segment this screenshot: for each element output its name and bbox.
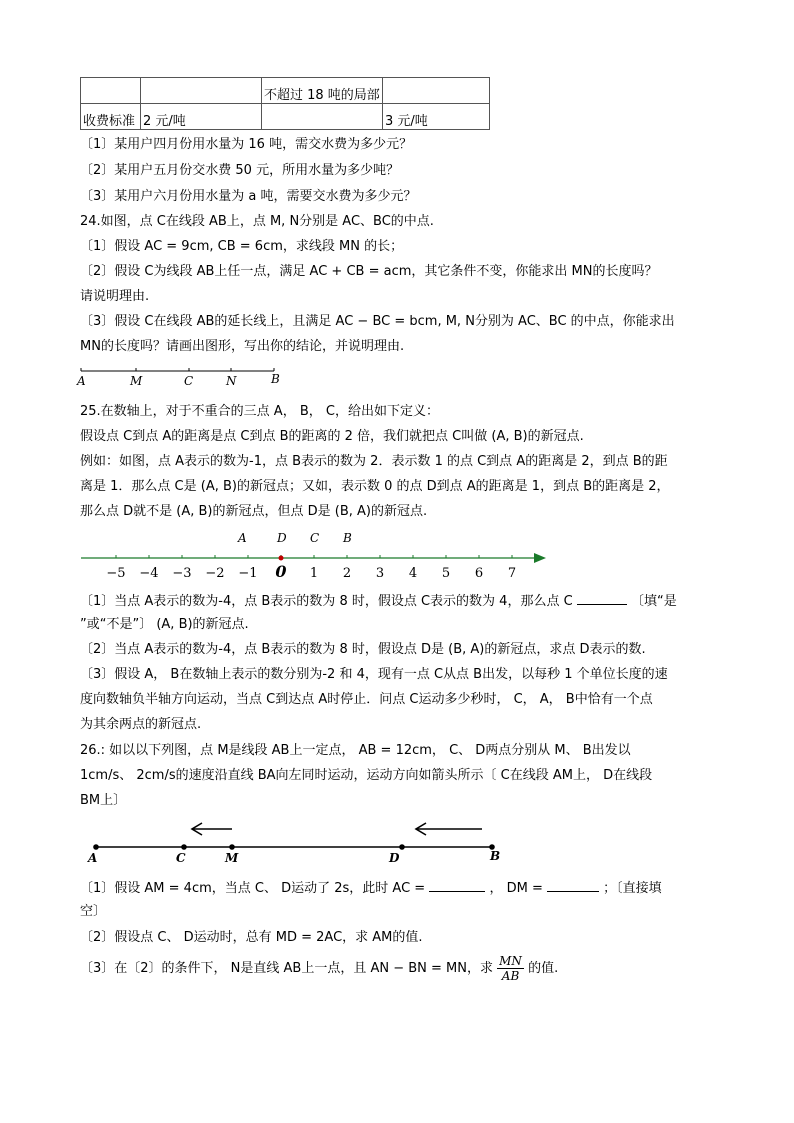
fraction-denominator: AB: [501, 969, 520, 983]
q25-part1-cont: ”或“不是”〕 (A, B)的新冠点.: [80, 617, 249, 632]
q26-answer-blank-ac: [429, 878, 485, 892]
label-a: A: [88, 851, 98, 865]
axis-tick-label: 0: [275, 562, 287, 581]
q24-segment-figure: [76, 364, 286, 390]
table-cell: 2 元/吨: [141, 104, 262, 130]
point-label-b: B: [343, 531, 352, 545]
axis-tick-label: −4: [139, 566, 159, 581]
q24-part1: 〔1〕假设 AC = 9cm, CB = 6cm，求线段 MN 的长；: [80, 239, 404, 254]
axis-tick-label: 2: [342, 566, 352, 581]
q25-answer-blank: [577, 591, 627, 605]
table-cell: [262, 104, 383, 130]
table-row: [81, 104, 490, 130]
axis-tick-label: 6: [474, 566, 484, 581]
label-m: M: [130, 374, 143, 388]
q25-example-line2: 离是 1．那么点 C是 (A, B)的新冠点；又如，表示数 0 的点 D到点 A的距离是 1，到点 B的距离是 2，: [80, 479, 670, 494]
q26-part1-cont: 空〕: [80, 904, 107, 919]
q25-part3-cont1: 度向数轴负半轴方向运动，当点 C到达点 A时停止．问点 C运动多少秒时， C， A， B中恰有一个点: [80, 692, 653, 707]
q25-definition: 假设点 C到点 A的距离是点 C到点 B的距离的 2 倍，我们就把点 C叫做 (A, B)的新冠点.: [80, 429, 584, 444]
q26-part2: 〔2〕假设点 C、 D运动时，总有 MD = 2AC，求 AM的值.: [80, 930, 423, 945]
table-cell: [141, 78, 262, 104]
dot-d: [399, 844, 405, 850]
q26-part3-text: 〔3〕在〔2〕的条件下， N是直线 AB上一点，且 AN − BN = MN，求: [80, 961, 493, 976]
label-a: A: [77, 374, 86, 388]
q26-stem-line1: 26.: 如以以下列图，点 M是线段 AB上一定点， AB = 12cm， C、 D两点分别从 M、 B出发以: [80, 743, 631, 758]
left-arrow-icon: [416, 823, 482, 835]
q23-part3: 〔3〕某用户六月份用水量为 a 吨，需要交水费为多少元？: [80, 189, 417, 204]
axis-tick-label: −5: [106, 566, 126, 581]
axis-tick-label: 5: [441, 566, 451, 581]
q26-part1-text3: ；〔直接填: [603, 881, 662, 896]
origin-dot: [279, 556, 284, 561]
table-cell: 收费标准: [81, 104, 141, 130]
table-cell: 3 元/吨: [383, 104, 490, 130]
q26-part1: [80, 878, 662, 898]
number-line-figure: [76, 528, 556, 584]
label-c: C: [184, 374, 194, 388]
q25-part1-hint: 〔填“是: [630, 594, 677, 609]
q25-example-line1: 例如：如图，点 A表示的数为-1，点 B表示的数为 2．表示数 1 的点 C到点 A的距离是 2，到点 B的距: [80, 454, 668, 469]
axis-arrow-icon: [534, 553, 546, 563]
q24-part2-cont: 请说明理由.: [80, 289, 150, 304]
q25-part2: 〔2〕当点 A表示的数为-4，点 B表示的数为 8 时，假设点 D是 (B, A)的新冠点，求点 D表示的数.: [80, 642, 646, 657]
q25-stem: 25.在数轴上，对于不重合的三点 A， B， C，给出如下定义：: [80, 404, 439, 419]
q26-answer-blank-dm: [547, 878, 599, 892]
q24-part2: 〔2〕假设 C为线段 AB上任一点，满足 AC + CB = acm，其它条件不变，你能求出 MN的长度吗？: [80, 264, 658, 279]
q26-part1-text: 〔1〕假设 AM = 4cm，当点 C、 D运动了 2s，此时 AC =: [80, 881, 426, 896]
point-label-a: A: [238, 531, 247, 545]
q25-part1-text: 〔1〕当点 A表示的数为-4，点 B表示的数为 8 时，假设点 C表示的数为 4，那么点 C: [80, 594, 573, 609]
fraction-numerator: MN: [499, 954, 522, 968]
table-row: [81, 78, 490, 104]
point-label-d: D: [277, 531, 287, 545]
q25-part3-cont2: 为其余两点的新冠点.: [80, 717, 202, 732]
axis-tick-label: 7: [507, 566, 517, 581]
label-b: B: [271, 372, 280, 386]
label-c: C: [176, 851, 186, 865]
q25-example-line3: 那么点 D就不是 (A, B)的新冠点，但点 D是 (B, A)的新冠点.: [80, 504, 428, 519]
table-cell: [81, 78, 141, 104]
q26-part3-tail: 的值.: [528, 961, 559, 976]
point-label-c: C: [310, 531, 320, 545]
dot-c: [181, 844, 187, 850]
label-m: M: [225, 851, 239, 865]
q24-part3: 〔3〕假设 C在线段 AB的延长线上，且满足 AC − BC = bcm, M, N分别为 AC、BC 的中点，你能求出: [80, 314, 675, 329]
left-arrow-icon: [192, 823, 232, 835]
q25-part1: [80, 591, 677, 611]
water-fee-table: [80, 77, 490, 130]
q24-stem: 24.如图，点 C在线段 AB上，点 M, N分别是 AC、BC的中点.: [80, 214, 434, 229]
number-line-ticks: [106, 555, 516, 581]
q26-stem-line2: 1cm/s、 2cm/s的速度沿直线 BA向左同时运动，运动方向如箭头所示〔 C在线段 AM上， D在线段: [80, 768, 653, 783]
q25-part3: 〔3〕假设 A， B在数轴上表示的数分别为-2 和 4，现有一点 C从点 B出发，以每秒 1 个单位长度的速: [80, 667, 668, 682]
label-n: N: [226, 374, 237, 388]
dot-a: [93, 844, 99, 850]
axis-tick-label: 3: [375, 566, 385, 581]
q26-stem-line3: BM上〕: [80, 793, 127, 808]
label-d: D: [389, 851, 400, 865]
table-cell: 不超过 18 吨的局部: [262, 78, 383, 104]
axis-tick-label: −1: [238, 566, 258, 581]
q24-part3-cont: MN的长度吗？请画出图形，写出你的结论，并说明理由.: [80, 339, 405, 354]
axis-tick-label: −2: [205, 566, 225, 581]
q26-part3: [80, 954, 558, 983]
axis-tick-label: −3: [172, 566, 192, 581]
axis-tick-label: 1: [309, 566, 319, 581]
table-cell: [383, 78, 490, 104]
q23-part1: 〔1〕某用户四月份用水量为 16 吨，需交水费为多少元？: [80, 137, 413, 152]
dot-m: [229, 844, 235, 850]
mn-over-ab-fraction: [497, 954, 524, 983]
label-b: B: [490, 849, 501, 863]
q23-part2: 〔2〕某用户五月份交水费 50 元，所用水量为多少吨？: [80, 163, 400, 178]
q26-motion-figure: [84, 820, 514, 866]
q26-part1-text2: ， DM =: [489, 881, 543, 896]
axis-tick-label: 4: [408, 566, 418, 581]
